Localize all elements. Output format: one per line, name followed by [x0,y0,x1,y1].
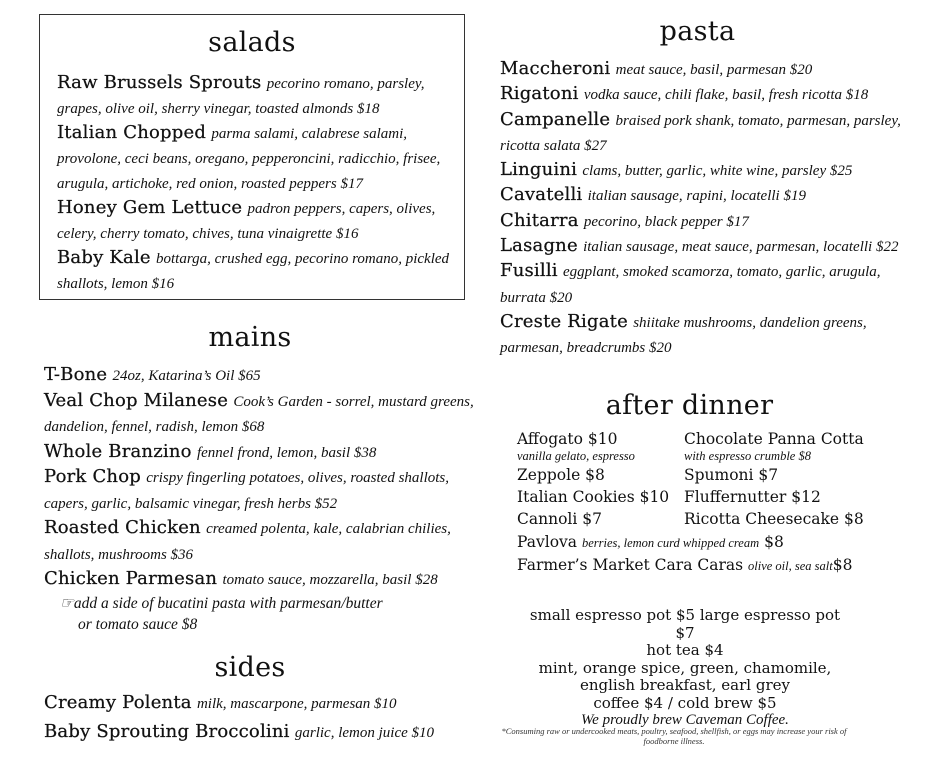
menu-item [500,108,920,159]
item-name: Italian Chopped [57,122,207,143]
item-name: Creste Rigate [500,310,628,332]
dessert-item [517,509,684,529]
item-description: bottarga, crushed egg, pecorino romano, pickled shallots, lemon $16 [57,251,450,292]
menu-item [500,57,920,82]
item-name: Raw Brussels Sprouts [57,72,262,93]
item-description: vodka sauce, chili flake, basil, fresh ricotta $18 [583,87,869,104]
menu-item [500,259,920,310]
item-description: meat sauce, basil, parmesan $20 [615,62,813,78]
menu-item [500,82,920,107]
pasta-title: pasta [659,16,736,47]
after-dinner-section [517,390,927,577]
menu-item [500,310,920,361]
menu-item [57,246,452,296]
dessert-name: Chocolate Panna Cotta [684,430,864,448]
dessert-item [684,429,884,463]
item-name: Roasted Chicken [44,517,201,538]
item-description: milk, mascarpone, parmesan $10 [196,696,397,712]
item-description: padron peppers, capers, olives, celery, cherry tomato, chives, tuna vinaigrette $16 [57,201,436,242]
dessert-name: Fluffernutter $12 [684,488,821,506]
coffee-brand-line: We proudly brew Caveman Coffee. [581,712,789,728]
dessert-description: with espresso crumble $8 [684,449,811,463]
item-name: Lasagne [500,235,578,257]
item-name: Chicken Parmesan [44,568,218,589]
dessert-item-cara-caras [517,554,927,577]
item-name: Baby Sprouting Broccolini [44,721,290,742]
menu-item [57,121,452,196]
item-description: braised pork shank, tomato, parmesan, parsley, ricotta salata $27 [500,112,901,154]
item-name: Linguini [500,159,578,181]
menu-item [57,196,452,246]
item-name: Rigatoni [500,83,579,105]
item-description: 24oz, Katarina’s Oil $65 [112,368,261,384]
menu-item [44,689,484,718]
dessert-name: Affogato $10 [517,430,618,448]
dessert-item [517,487,684,507]
coffee-section [520,607,850,730]
item-name: Maccheroni [500,58,611,79]
item-name: Veal Chop Milanese [44,389,229,411]
item-description: Cook’s Garden - sorrel, mustard greens, dandelion, fennel, radish, lemon $68 [44,393,474,435]
dessert-item [684,465,884,485]
mains-section [44,322,484,635]
item-description: italian sausage, rapini, locatelli $19 [587,188,806,205]
menu-item [500,234,920,259]
item-name: Whole Branzino [44,440,192,462]
food-safety-disclaimer: *Consuming raw or undercooked meats, poultry, seafood, shellfish, or eggs may increase your risk of foodborne illness. [501,726,847,746]
salads-list [57,71,452,296]
dessert-grid [517,429,927,531]
menu-item [44,465,484,516]
dessert-item [517,429,684,463]
dessert-description: olive oil, sea salt [748,559,833,573]
dessert-name: Cannoli $7 [517,510,602,528]
dessert-name: Italian Cookies $10 [517,488,670,506]
item-name: Fusilli [500,260,558,282]
dessert-name: Spumoni $7 [684,466,779,484]
espresso-line: small espresso pot $5 large espresso pot $7 [529,606,841,642]
item-description: eggplant, smoked scamorza, tomato, garlic, arugula, burrata $20 [500,264,881,306]
item-name: Creamy Polenta [44,692,192,713]
side-note-line2: or tomato sauce $8 [78,615,198,633]
item-name: T-Bone [44,364,108,385]
menu-item [44,718,484,747]
item-description: clams, butter, garlic, white wine, parsley $25 [582,163,853,180]
dessert-description: vanilla gelato, espresso [517,449,635,463]
dessert-name: Pavlova [517,533,578,551]
item-description: garlic, lemon juice $10 [294,725,435,741]
item-description: crispy fingerling potatoes, olives, roasted shallots, capers, garlic, balsamic vinegar, fresh herbs $52 [44,470,449,512]
sides-section [44,652,484,747]
menu-item [44,440,484,466]
dessert-description: berries, lemon curd whipped cream [581,536,760,550]
coffee-line: coffee $4 / cold brew $5 [593,693,777,712]
dessert-price: $8 [764,533,784,551]
menu-item [44,389,484,440]
dessert-name: Ricotta Cheesecake $8 [684,510,864,528]
tea-varieties-line: mint, orange spice, green, chamomile, [538,658,832,677]
item-name: Cavatelli [500,184,583,206]
dessert-name: Zeppole $8 [517,466,605,484]
item-description: shiitake mushrooms, dandelion greens, parmesan, breadcrumbs $20 [500,314,867,357]
dessert-item [684,487,884,507]
item-description: pecorino, black pepper $17 [583,213,749,230]
item-description: fennel frond, lemon, basil $38 [196,444,377,461]
dessert-item [684,509,884,529]
menu-item [57,71,452,121]
dessert-item [517,465,684,485]
menu-item [500,209,920,234]
menu-item [500,183,920,208]
dessert-price: $8 [832,556,853,574]
tea-line: hot tea $4 [646,641,724,659]
menu-item [44,567,484,593]
item-name: Chitarra [500,209,579,231]
item-description: parma salami, calabrese salami, provolone, ceci beans, oregano, pepperoncini, radicchio, frisee, arugula, artichoke, red onion, roasted peppers $17 [57,126,441,192]
item-name: Campanelle [500,108,611,130]
menu-item [44,363,484,389]
salads-section [39,14,465,300]
salads-title: salads [208,27,296,58]
side-note-line1: ☞add a side of bucatini pasta with parmesan/butter [60,594,383,612]
item-name: Baby Kale [57,247,151,268]
item-name: Pork Chop [44,466,141,487]
after-dinner-title: after dinner [605,390,774,421]
item-description: tomato sauce, mozzarella, basil $28 [222,572,438,588]
item-description: creamed polenta, kale, calabrian chilies, shallots, mushrooms $36 [44,521,451,563]
side-note [44,593,484,635]
mains-title: mains [208,322,292,353]
menu-item [500,158,920,183]
sides-title: sides [214,652,286,683]
pasta-section [500,16,920,361]
item-name: Honey Gem Lettuce [57,197,243,218]
item-description: pecorino romano, parsley, grapes, olive oil, sherry vinegar, toasted almonds $18 [57,76,425,117]
dessert-item-pavlova [517,531,927,554]
item-description: italian sausage, meat sauce, parmesan, locatelli $22 [583,239,899,256]
tea-varieties-line: english breakfast, earl grey [580,676,790,694]
dessert-name: Farmer’s Market Cara Caras [517,556,744,574]
menu-item [44,516,484,567]
